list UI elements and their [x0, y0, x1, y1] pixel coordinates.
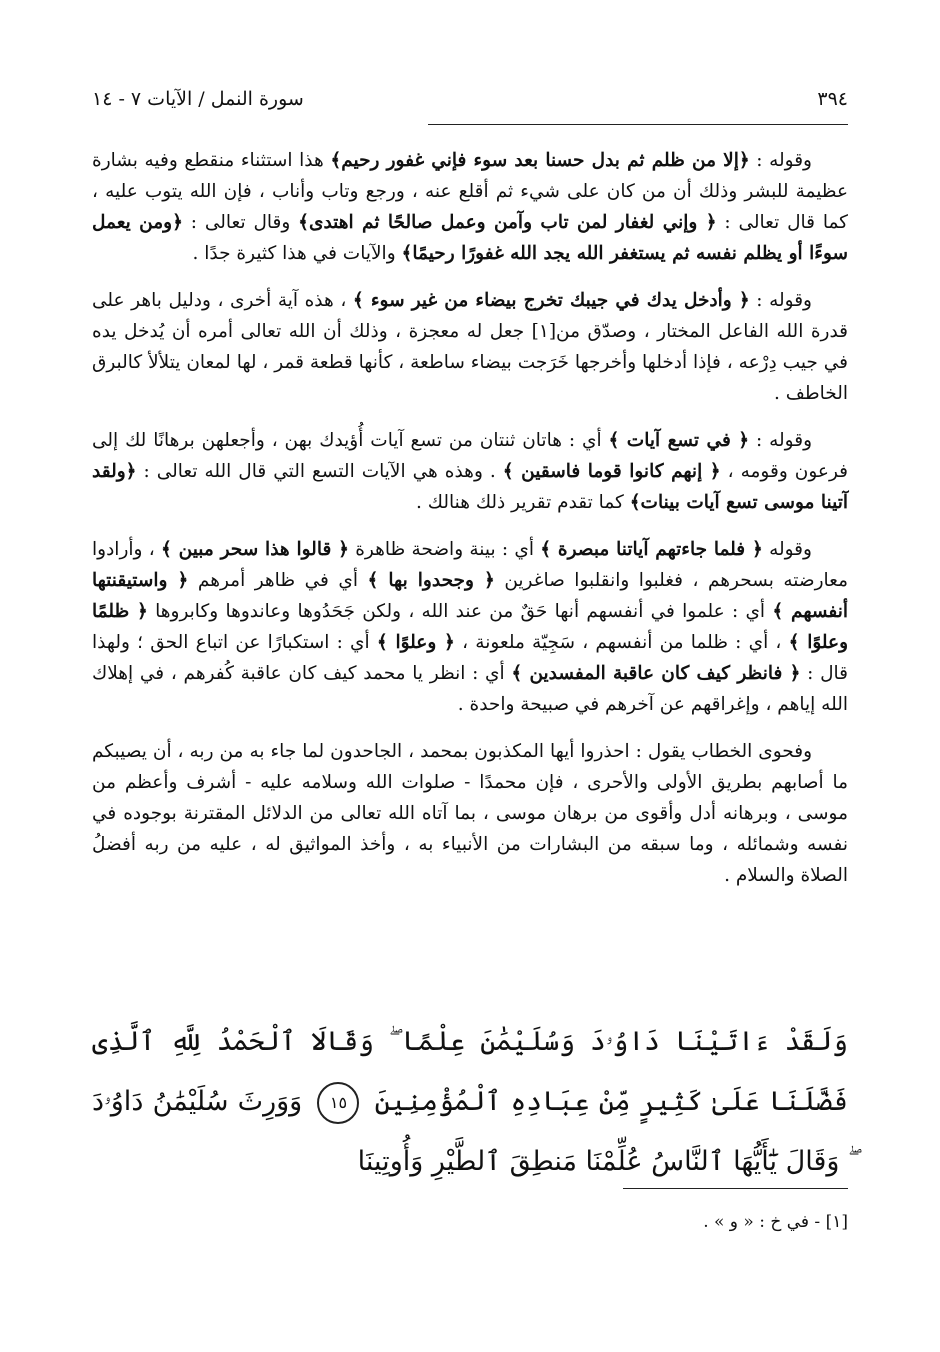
text-segment: . وهذه هي الآيات التسع التي قال الله تعالى :: [136, 461, 503, 482]
header-rule: [428, 124, 848, 125]
text-segment: أي في ظاهر أمرهم: [188, 570, 368, 591]
text-segment: أي : استكبارًا عن اتباع الحق ؛ ولهذا قال :: [92, 632, 848, 684]
text-segment: أي : هاتان ثنتان من تسع آيات أُؤيدك بهن ، وأجعلهن برهانًا لك إلى فرعون وقومه ،: [92, 430, 848, 482]
quran-quote: ﴿ولقد آتينا موسى تسع آيات بينات﴾: [92, 461, 848, 513]
running-title: سورة النمل / الآيات ٧ - ١٤: [92, 88, 304, 110]
text-segment: كما تقدم تقرير ذلك هنالك .: [415, 492, 630, 513]
quran-quote: ﴿ وعلوًا ﴾: [376, 632, 455, 653]
text-segment: والآيات في هذا كثيرة جدًا .: [192, 243, 402, 264]
page-header: [92, 88, 848, 122]
text-segment: ، هذه آية أخرى ، ودليل باهر على قدرة الله الفاعل المختار ، وصدّق من[١] جعل له معجزة ، وذلك أن الله تعالى أمره أن يُدخل يده في جيب دِرْعه ، فإذا أدخلها وأخرجها خَرَجت بيضاء ساطعة ، كأنها قطعة قمر ، لها لمعان يتلألأ كالبرق الخاطف .: [92, 290, 849, 404]
text-segment: أي : علموا في أنفسهم أنها حَقٌ من عند الله ، ولكن جَحَدُوها وعاندوها وكابروها: [147, 601, 773, 622]
page-number: ٣٩٤: [817, 88, 848, 110]
text-segment: وقوله :: [749, 290, 812, 311]
text-segment: أي : بينة واضحة ظاهرة: [348, 539, 541, 560]
quran-quote: ﴿ وجحدوا بها ﴾: [367, 570, 495, 591]
quran-quote: ﴿ قالوا هذا سحر مبين ﴾: [160, 539, 349, 560]
quran-quote: ﴿ فلما جاءتهم آياتنا مبصرة ﴾: [540, 539, 763, 560]
verse-text-b: وَوَرِثَ سُلَيْمَٰنُ دَاوُۥدَ ۖ وَقَالَ يَٰٓأَيُّهَا ٱلنَّاسُ عُلِّمْنَا مَنطِقَ ٱلطَّيْرِ وَأُوتِينَا: [92, 1086, 848, 1177]
paragraph: [92, 534, 848, 720]
quran-quote: ﴿ ظلمًا وعلوًا ﴾: [92, 601, 849, 653]
footnote-rule: [623, 1188, 848, 1189]
commentary-body: [92, 145, 848, 907]
quran-quote: ﴿ وإني لغفار لمن تاب وآمن وعمل صالحًا ثم اهتدى﴾: [298, 212, 717, 233]
text-segment: وقوله :: [749, 430, 812, 451]
quran-quote: ﴿ وأدخل يدك في جيبك تخرج بيضاء من غير سوء ﴾: [352, 290, 750, 311]
paragraph: [92, 145, 848, 269]
quran-quote: ﴿ واستيقنتها أنفسهم ﴾: [92, 570, 848, 622]
quran-quote: ﴿إلا من ظلم ثم بدل حسنا بعد سوء فإني غفور رحيم﴾: [330, 150, 750, 171]
verse-text-a: وَلَقَدْ ءَاتَيْنَا دَاوُۥدَ وَسُلَيْمَٰنَ عِلْمًا ۖ وَقَالَا ٱلْحَمْدُ لِلَّهِ ٱلَّذِى فَضَّلَنَا عَلَىٰ كَثِيرٍ مِّنْ عِبَادِهِ ٱلْمُؤْمِنِينَ: [92, 1026, 848, 1117]
ayah-number-marker: ١٥: [317, 1082, 359, 1124]
text-segment: وقوله :: [749, 150, 812, 171]
text-segment: ، وأرادوا معارضته بسحرهم ، فغلبوا وانقلبوا صاغرين: [92, 539, 848, 591]
quran-quote: ﴿ومن يعمل سوءًا أو يظلم نفسه ثم يستغفر الله يجد الله غفورًا رحيمًا﴾: [92, 212, 848, 264]
text-segment: أي : انظر يا محمد كيف كان عاقبة كُفرهم ، في إهلاك الله إياهم ، وإغراقهم عن آخرهم في صبيحة واحدة .: [92, 663, 848, 715]
footnote: [١] - في خ : « و » .: [703, 1212, 848, 1232]
quran-quote: ﴿ في تسع آيات ﴾: [608, 430, 750, 451]
text-segment: ، أي : ظلما من أنفسهم ، سَجِيّة ملعونة ،: [454, 632, 789, 653]
text-segment: وقال تعالى :: [182, 212, 299, 233]
text-segment: وفحوى الخطاب يقول : احذروا أيها المكذبون بمحمد ، الجاحدون لما جاء به من ربه ، أن يصيبكم ما أصابهم بطريق الأولى والأحرى ، فإن محمدًا - صلوات الله وسلامه عليه - أشرف وأعظم من موسى ، وبرهانه أدل وأقوى من برهان موسى ، بما آتاه الله تعالى من الدلائل المقترنة بوجوده في نفسه وشمائله ، وما سبقه من البشارات من الأنبياء به ، وأخذ المواثيق له ، عليه من ربه أفضلُ الصلاة والسلام .: [92, 741, 848, 886]
paragraph: [92, 736, 848, 891]
text-segment: هذا استثناء منقطع وفيه بشارة عظيمة للبشر وذلك أن من كان على شيء ثم أقلع عنه ، ورجع وتاب وأناب ، فإن الله يتوب عليه ، كما قال تعالى :: [92, 150, 848, 233]
text-segment: وقوله: [762, 539, 812, 560]
paragraph: [92, 285, 848, 409]
paragraph: [92, 425, 848, 518]
quran-quote: ﴿ إنهم كانوا قوما فاسقين ﴾: [502, 461, 721, 482]
quran-verse-block: [92, 1012, 848, 1192]
quran-quote: ﴿ فانظر كيف كان عاقبة المفسدين ﴾: [511, 663, 801, 684]
